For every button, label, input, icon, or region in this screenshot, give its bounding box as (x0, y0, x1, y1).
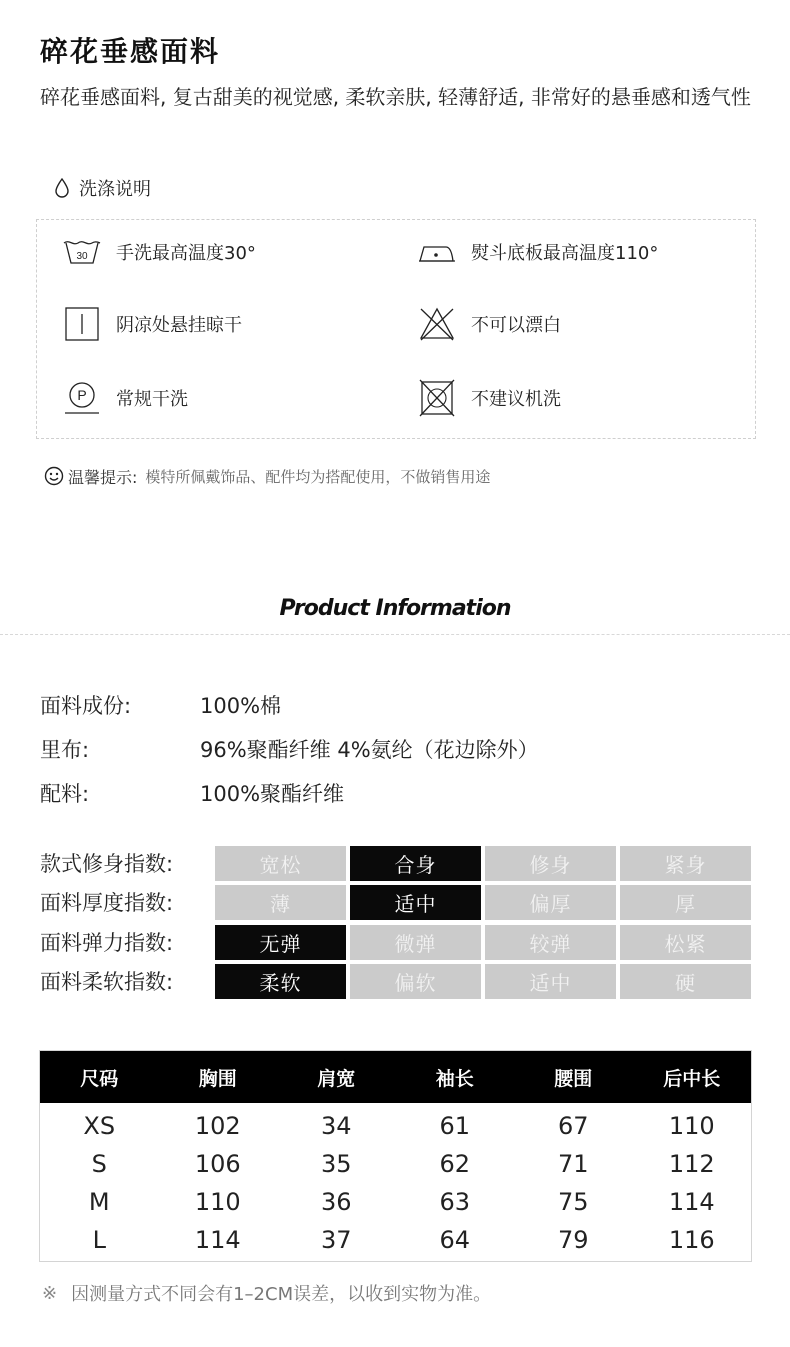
size-table-body (40, 1103, 751, 1259)
table-row (40, 1145, 751, 1183)
column-header: 腰围 (554, 1067, 593, 1090)
spec-value: 100%棉 (200, 694, 282, 718)
index-row-fit (40, 845, 755, 881)
index-option: 硬 (620, 964, 751, 999)
note-mark: ※ (42, 1282, 58, 1304)
table-row (40, 1107, 751, 1145)
care-instructions-box (36, 219, 756, 439)
table-cell: 63 (439, 1188, 471, 1216)
index-option: 修身 (485, 846, 616, 881)
care-heading-label: 洗涤说明 (79, 179, 151, 200)
index-option: 松紧 (620, 925, 751, 960)
table-cell: 110 (194, 1188, 241, 1216)
table-row (40, 1221, 751, 1259)
size-table-header (40, 1051, 751, 1103)
table-cell: 64 (439, 1226, 471, 1254)
spec-row (40, 734, 539, 764)
spec-value: 96%聚酯纤维 4%氨纶（花边除外） (200, 738, 539, 762)
table-cell: 37 (320, 1226, 352, 1254)
spec-key: 里布: (40, 738, 90, 762)
spec-value: 100%聚酯纤维 (200, 782, 345, 806)
table-cell: 61 (439, 1112, 471, 1140)
spec-key: 面料成份: (40, 694, 132, 718)
column-header: 后中长 (663, 1067, 721, 1090)
table-cell: 36 (320, 1188, 352, 1216)
index-option: 较弹 (485, 925, 616, 960)
column-header: 袖长 (435, 1067, 474, 1090)
index-option: 偏厚 (485, 885, 616, 920)
dry-clean-letter: P (77, 387, 87, 403)
tip-text: 模特所佩戴饰品、配件均为搭配使用，不做销售用途 (145, 467, 491, 486)
index-option: 适中 (350, 885, 481, 920)
index-label: 面料柔软指数: (40, 970, 174, 994)
iron-110-icon (417, 232, 457, 272)
index-row-elasticity (40, 924, 755, 960)
dry-clean-p-icon (62, 378, 102, 418)
index-option: 薄 (215, 885, 346, 920)
table-cell: M (88, 1188, 110, 1216)
care-item-no-machine-wash (417, 378, 561, 418)
product-description: 碎花垂感面料, 复古甜美的视觉感, 柔软亲肤, 轻薄舒适, 非常好的悬垂感和透气性 (40, 85, 751, 109)
table-cell: 112 (668, 1150, 715, 1178)
table-cell: 34 (320, 1112, 352, 1140)
size-table (39, 1050, 752, 1262)
table-cell: 35 (320, 1150, 352, 1178)
table-cell: 71 (557, 1150, 589, 1178)
column-header: 尺码 (80, 1067, 119, 1090)
table-cell: 75 (557, 1188, 589, 1216)
table-cell: 106 (194, 1150, 241, 1178)
table-row (40, 1183, 751, 1221)
index-label: 面料弹力指数: (40, 931, 174, 955)
table-cell: 67 (557, 1112, 589, 1140)
care-heading (55, 175, 151, 201)
hand-wash-temp: 30 (76, 251, 88, 262)
tip (44, 464, 490, 488)
index-label: 款式修身指数: (40, 852, 174, 876)
index-option: 适中 (485, 964, 616, 999)
care-label: 阴凉处悬挂晾干 (116, 315, 242, 336)
line-dry-shade-icon (62, 304, 102, 344)
table-cell: L (92, 1226, 106, 1254)
index-option: 柔软 (215, 964, 346, 999)
care-item-no-bleach (417, 304, 561, 344)
care-item-dry-clean (62, 378, 188, 418)
note-text: 因测量方式不同会有1–2CM误差，以收到实物为准。 (71, 1284, 492, 1305)
care-label: 常规干洗 (116, 389, 188, 410)
index-option: 紧身 (620, 846, 751, 881)
divider (0, 634, 790, 635)
table-cell: 116 (668, 1226, 715, 1254)
index-option: 宽松 (215, 846, 346, 881)
no-bleach-icon (417, 304, 457, 344)
tip-label: 温馨提示: (68, 467, 138, 487)
table-cell: XS (83, 1112, 116, 1140)
product-info-heading-text: Product Information (271, 596, 518, 621)
measurement-note (42, 1280, 491, 1306)
spec-row (40, 778, 344, 808)
index-option: 厚 (620, 885, 751, 920)
table-cell: 114 (668, 1188, 715, 1216)
index-option: 偏软 (350, 964, 481, 999)
table-cell: 62 (439, 1150, 471, 1178)
index-row-softness (40, 963, 755, 999)
care-label: 不建议机洗 (471, 389, 561, 410)
table-cell: 110 (668, 1112, 715, 1140)
table-cell: 102 (194, 1112, 241, 1140)
product-title: 碎花垂感面料 (40, 35, 221, 68)
care-label: 熨斗底板最高温度110° (471, 243, 659, 264)
spec-row (40, 690, 281, 720)
smiley-icon (44, 466, 64, 486)
column-header: 胸围 (198, 1067, 237, 1090)
spec-key: 配料: (40, 782, 90, 806)
index-option: 无弹 (215, 925, 346, 960)
product-info-heading (0, 596, 790, 621)
table-cell: S (91, 1150, 107, 1178)
hand-wash-30-icon (62, 232, 102, 272)
care-item-hand-wash (62, 232, 256, 272)
care-item-iron (417, 232, 658, 272)
care-item-line-dry (62, 304, 242, 344)
index-label: 面料厚度指数: (40, 891, 174, 915)
index-row-thickness (40, 884, 755, 920)
table-cell: 79 (557, 1226, 589, 1254)
care-label: 不可以漂白 (471, 315, 561, 336)
water-drop-icon (55, 178, 69, 198)
table-cell: 114 (194, 1226, 241, 1254)
care-label: 手洗最高温度30° (116, 243, 256, 264)
index-option: 微弹 (350, 925, 481, 960)
column-header: 肩宽 (317, 1067, 356, 1090)
index-option: 合身 (350, 846, 481, 881)
no-machine-wash-icon (417, 378, 457, 418)
